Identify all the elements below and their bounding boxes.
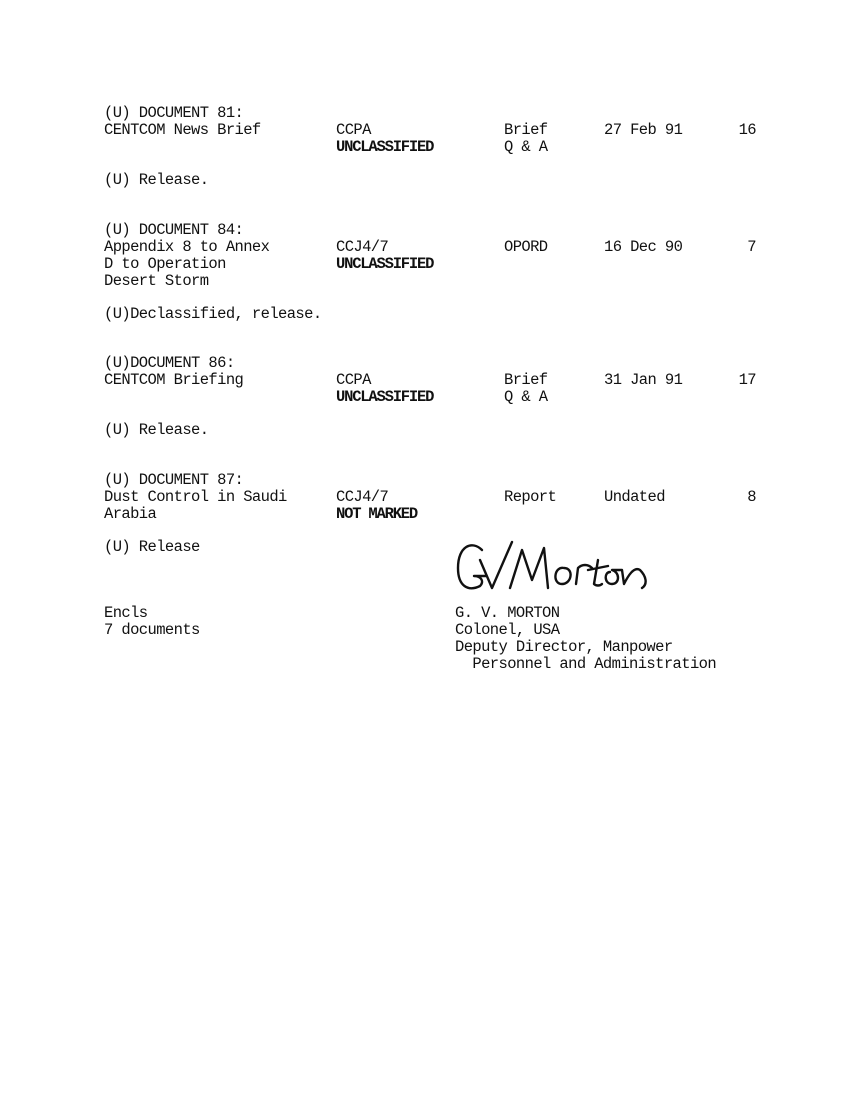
entry-action: (U) Release.: [104, 421, 209, 439]
entry-originator: CCJ4/7: [336, 488, 389, 506]
entry-header: (U)DOCUMENT 86:: [104, 354, 235, 372]
entry-title: Arabia: [104, 505, 157, 523]
entry-pages: 16: [738, 121, 756, 139]
entry-classification: UNCLASSIFIED: [336, 138, 434, 156]
enclosures-label: Encls: [104, 604, 148, 622]
entry-title: Dust Control in Saudi: [104, 488, 287, 506]
entry-type: OPORD: [504, 238, 548, 256]
entry-type: Q & A: [504, 138, 548, 156]
entry-title: CENTCOM News Brief: [104, 121, 261, 139]
entry-date: 31 Jan 91: [604, 371, 683, 389]
entry-date: 27 Feb 91: [604, 121, 683, 139]
entry-classification: NOT MARKED: [336, 505, 418, 523]
entry-action: (U)Declassified, release.: [104, 305, 322, 323]
entry-originator: CCPA: [336, 121, 371, 139]
entry-pages: 7: [747, 238, 756, 256]
entry-pages: 8: [747, 488, 756, 506]
entry-originator: CCJ4/7: [336, 238, 389, 256]
entry-action: (U) Release.: [104, 171, 209, 189]
entry-title: D to Operation: [104, 255, 226, 273]
entry-header: (U) DOCUMENT 81:: [104, 104, 244, 122]
entry-title: CENTCOM Briefing: [104, 371, 244, 389]
enclosures-count: 7 documents: [104, 621, 200, 639]
entry-action: (U) Release: [104, 538, 200, 556]
entry-type: Brief: [504, 371, 548, 389]
entry-title: Desert Storm: [104, 272, 209, 290]
signature-image: [452, 536, 658, 600]
signer-title-line2: Personnel and Administration: [455, 655, 717, 673]
entry-date: Undated: [604, 488, 665, 506]
entry-header: (U) DOCUMENT 87:: [104, 471, 244, 489]
entry-header: (U) DOCUMENT 84:: [104, 221, 244, 239]
signer-title-line1: Deputy Director, Manpower: [455, 638, 673, 656]
signer-rank: Colonel, USA: [455, 621, 560, 639]
entry-classification: UNCLASSIFIED: [336, 388, 434, 406]
entry-type: Brief: [504, 121, 548, 139]
signer-name: G. V. MORTON: [455, 604, 560, 622]
entry-title: Appendix 8 to Annex: [104, 238, 270, 256]
entry-originator: CCPA: [336, 371, 371, 389]
entry-classification: UNCLASSIFIED: [336, 255, 434, 273]
entry-type: Report: [504, 488, 557, 506]
entry-pages: 17: [738, 371, 756, 389]
entry-type: Q & A: [504, 388, 548, 406]
entry-date: 16 Dec 90: [604, 238, 683, 256]
